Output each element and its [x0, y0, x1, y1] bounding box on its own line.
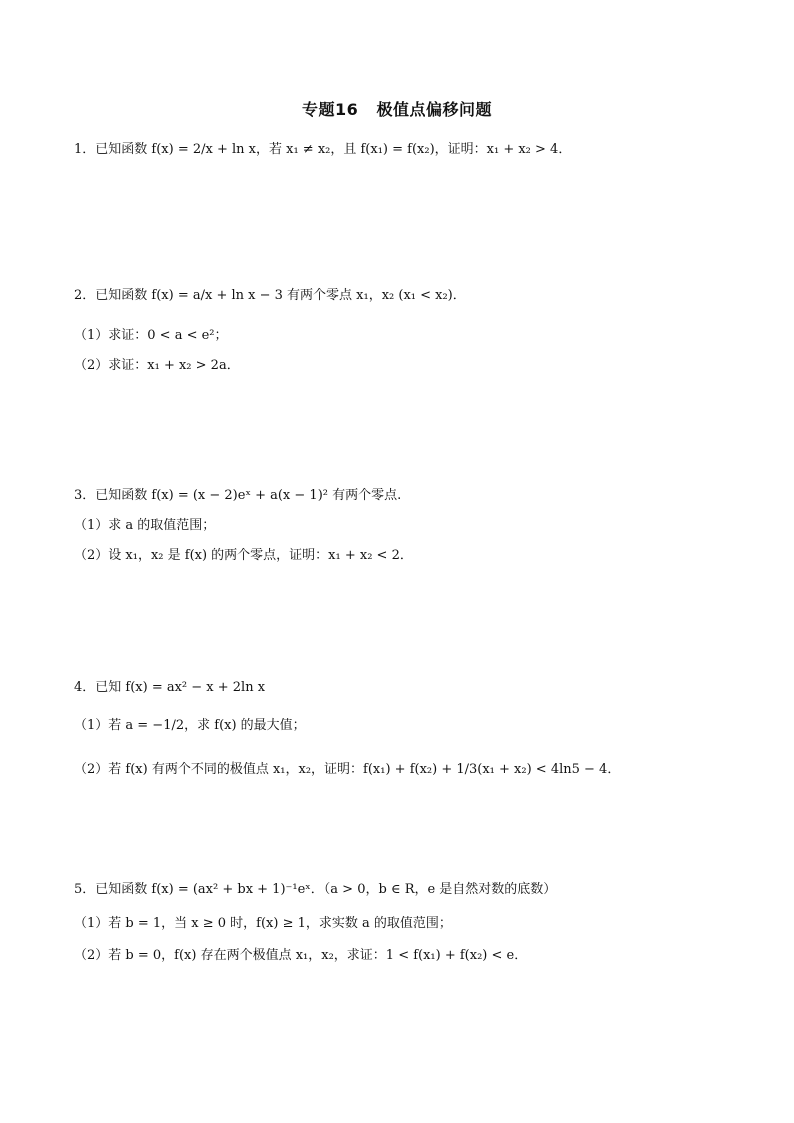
question-5-stem: 5．已知函数 f(x) = (ax² + bx + 1)⁻¹eˣ．（a > 0，b ∈ R，e 是自然对数的底数）	[74, 882, 557, 897]
question-2-part-1: （1）求证：0 < a < e²；	[74, 328, 228, 343]
question-2-stem: 2．已知函数 f(x) = a/x + ln x − 3 有两个零点 x₁，x₂ (x₁ < x₂)．	[74, 288, 466, 303]
question-4-stem: 4．已知 f(x) = ax² − x + 2ln x	[74, 680, 266, 695]
question-4-part-2: （2）若 f(x) 有两个不同的极值点 x₁，x₂，证明：f(x₁) + f(x₂) + 1/3(x₁ + x₂) < 4ln5 − 4．	[74, 762, 621, 777]
question-3-part-1: （1）求 a 的取值范围；	[74, 518, 216, 533]
question-2-part-2: （2）求证：x₁ + x₂ > 2a．	[74, 358, 240, 373]
question-3-part-2: （2）设 x₁，x₂ 是 f(x) 的两个零点，证明：x₁ + x₂ < 2．	[74, 548, 413, 563]
question-1-stem: 1．已知函数 f(x) = 2/x + ln x，若 x₁ ≠ x₂，且 f(x₁) = f(x₂)，证明：x₁ + x₂ > 4．	[74, 142, 572, 157]
page-title: 专题16 极值点偏移问题	[302, 100, 492, 119]
question-5-part-1: （1）若 b = 1，当 x ≥ 0 时，f(x) ≥ 1，求实数 a 的取值范围；	[74, 916, 452, 931]
question-3-stem: 3．已知函数 f(x) = (x − 2)eˣ + a(x − 1)² 有两个零点.	[74, 488, 402, 503]
question-4-part-1: （1）若 a = −1/2，求 f(x) 的最大值；	[74, 718, 306, 733]
question-5-part-2: （2）若 b = 0，f(x) 存在两个极值点 x₁，x₂，求证：1 < f(x₁) + f(x₂) < e．	[74, 948, 528, 963]
